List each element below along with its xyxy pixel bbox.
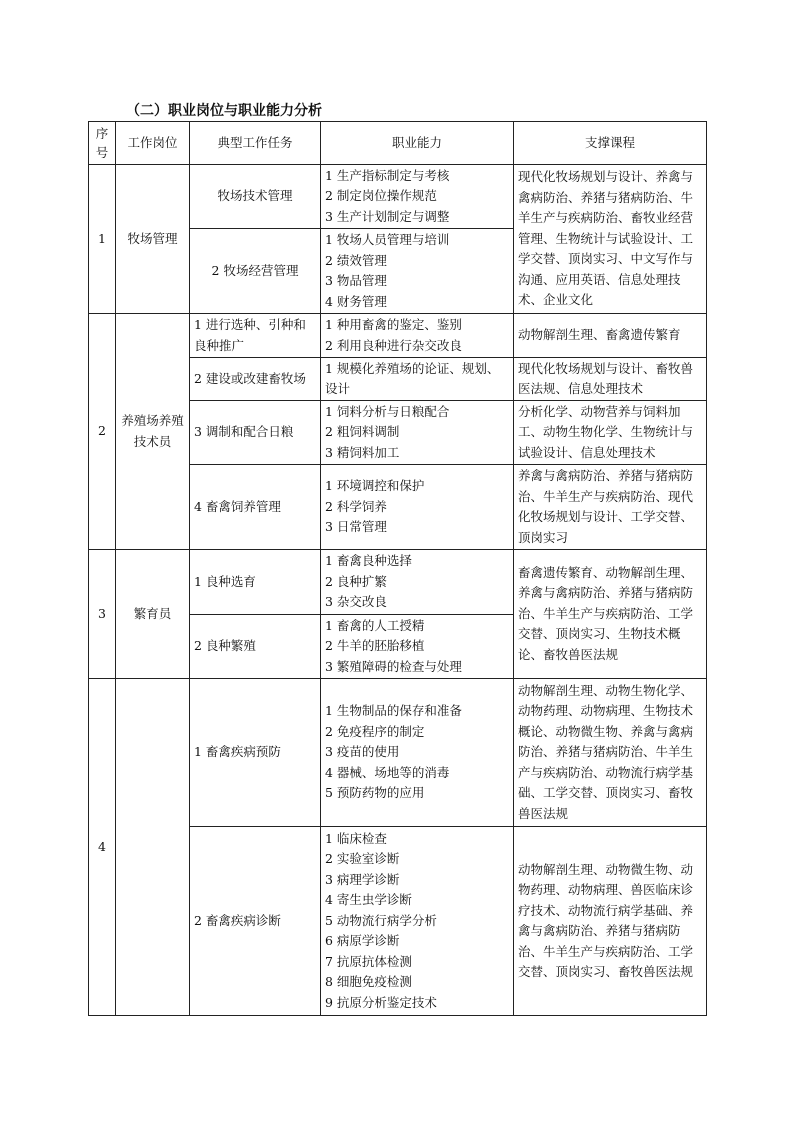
courses-text: 动物解剖生理、动物生物化学、动物药理、动物病理、生物技术概论、动物微生物、养禽与禽病防治、养猪与猪病防治、牛羊生产与疾病防治、动物流行病学基础、工学交替、顶岗实习、畜牧兽医法规 (518, 682, 694, 821)
header-task: 典型工作任务 (190, 122, 321, 165)
courses-cell (514, 827, 707, 1016)
ability-item: 1 临床检查 (325, 830, 387, 846)
courses-text: 分析化学、动物营养与饲料加工、动物生物化学、生物统计与试验设计、信息处理技术 (518, 403, 694, 460)
ability-item: 2 利用良种进行杂交改良 (325, 337, 462, 353)
ability-item: 1 畜禽的人工授精 (325, 617, 425, 633)
task-cell: 1 畜禽疾病预防 (190, 679, 321, 827)
ability-item: 2 制定岗位操作规范 (325, 188, 437, 204)
ability-item: 2 科学饲养 (325, 498, 387, 514)
position-cell: 养殖场养殖技术员 (116, 314, 190, 550)
ability-item: 9 抗原分析鉴定技术 (325, 994, 437, 1010)
ability-item: 4 寄生虫学诊断 (325, 892, 412, 908)
ability-item: 1 种用畜禽的鉴定、鉴别 (325, 317, 462, 332)
courses-text: 动物解剖生理、动物微生物、动物药理、动物病理、兽医临床诊疗技术、动物流行病学基础、养禽与禽病防治、养猪与猪病防治、牛羊生产与疾病防治、工学交替、顶岗实习、畜牧兽医法规 (518, 861, 694, 979)
ability-item: 5 动物流行病学分析 (325, 912, 437, 928)
ability-item: 1 规模化养殖场的论证、规划、设计 (325, 360, 500, 396)
table-row (89, 679, 707, 827)
ability-item: 1 畜禽良种选择 (325, 553, 412, 569)
ability-item: 1 生物制品的保存和准备 (325, 703, 462, 719)
courses-cell (514, 358, 707, 401)
ability-item: 3 繁殖障碍的检查与处理 (325, 658, 462, 674)
ability-item: 8 细胞免疫检测 (325, 974, 412, 990)
courses-text: 现代化牧场规划与设计、养禽与禽病防治、养猪与猪病防治、牛羊生产与疾病防治、畜牧业经营管理、生物统计与试验设计、工学交替、顶岗实习、中文写作与沟通、应用英语、信息处理技术、企业文化 (518, 169, 694, 308)
task-cell: 1 良种选育 (190, 550, 321, 615)
task-cell (190, 358, 321, 401)
ability-item: 7 抗原抗体检测 (325, 953, 412, 969)
ability-cell (321, 550, 514, 615)
ability-item: 2 良种扩繁 (325, 573, 387, 589)
ability-item: 5 预防药物的应用 (325, 785, 425, 801)
header-position: 工作岗位 (116, 122, 190, 165)
task-cell: 2 良种繁殖 (190, 615, 321, 679)
ability-item: 2 绩效管理 (325, 252, 387, 268)
ability-cell (321, 401, 514, 465)
courses-text: 养禽与禽病防治、养猪与猪病防治、牛羊生产与疾病防治、现代化牧场规划与设计、工学交替、顶岗实习 (518, 468, 694, 545)
task-text: 1 进行选种、引种和良种推广 (194, 317, 306, 353)
ability-item: 2 免疫程序的制定 (325, 723, 425, 739)
ability-item: 3 疫苗的使用 (325, 744, 400, 760)
ability-item: 3 物品管理 (325, 273, 387, 288)
courses-text: 畜禽遗传繁育、动物解剖生理、养禽与禽病防治、养猪与猪病防治、牛羊生产与疾病防治、工学交替、顶岗实习、生物技术概论、畜牧兽医法规 (518, 564, 694, 662)
courses-text: 动物解剖生理、畜禽遗传繁育 (518, 327, 681, 343)
ability-item: 1 生产指标制定与考核 (325, 167, 450, 183)
ability-item: 1 环境调控和保护 (325, 478, 425, 494)
ability-item: 3 生产计划制定与调整 (325, 208, 450, 224)
table-header-row (89, 122, 707, 165)
courses-cell (514, 550, 707, 679)
table-row (89, 550, 707, 615)
task-cell: 4 畜禽饲养管理 (190, 465, 321, 550)
ability-cell (321, 615, 514, 679)
ability-item: 1 饲料分析与日粮配合 (325, 403, 450, 419)
ability-item: 2 牛羊的胚胎移植 (325, 638, 425, 654)
seq-cell: 3 (89, 550, 116, 679)
task-cell: 牧场技术管理 (190, 165, 321, 229)
ability-cell (321, 229, 514, 314)
courses-text: 现代化牧场规划与设计、畜牧兽医法规、信息处理技术 (518, 360, 694, 396)
task-cell: 2 畜禽疾病诊断 (190, 827, 321, 1016)
table-row (89, 314, 707, 358)
position-cell: 牧场管理 (116, 165, 190, 314)
ability-item: 1 牧场人员管理与培训 (325, 232, 450, 247)
ability-item: 4 器械、场地等的消毒 (325, 764, 450, 780)
seq-cell: 4 (89, 679, 116, 1016)
ability-item: 4 财务管理 (325, 293, 387, 309)
ability-cell (321, 165, 514, 229)
seq-cell: 2 (89, 314, 116, 550)
courses-cell (514, 401, 707, 465)
position-cell (116, 679, 190, 1016)
table-row (89, 165, 707, 229)
position-cell: 繁育员 (116, 550, 190, 679)
section-heading: （二）职业岗位与职业能力分析 (126, 103, 322, 119)
ability-item: 3 日常管理 (325, 519, 387, 535)
header-seq: 序号 (89, 122, 116, 165)
ability-item: 3 精饲料加工 (325, 444, 400, 460)
career-ability-table (88, 121, 707, 1016)
courses-cell (514, 165, 707, 314)
task-cell: 2 牧场经营管理 (190, 229, 321, 314)
courses-cell (514, 465, 707, 550)
courses-cell (514, 314, 707, 358)
task-cell: 3 调制和配合日粮 (190, 401, 321, 465)
ability-cell (321, 679, 514, 827)
courses-cell (514, 679, 707, 827)
ability-item: 2 实验室诊断 (325, 851, 400, 867)
header-ability: 职业能力 (321, 122, 514, 165)
ability-cell (321, 358, 514, 401)
ability-cell (321, 465, 514, 550)
ability-item: 6 病原学诊断 (325, 933, 400, 949)
ability-item: 3 病理学诊断 (325, 871, 400, 887)
ability-cell (321, 827, 514, 1016)
task-cell (190, 314, 321, 358)
ability-item: 2 粗饲料调制 (325, 424, 400, 440)
ability-item: 3 杂交改良 (325, 594, 387, 610)
seq-cell: 1 (89, 165, 116, 314)
task-text: 2 建设或改建畜牧场 (194, 370, 306, 386)
header-courses: 支撑课程 (514, 122, 707, 165)
ability-cell (321, 314, 514, 358)
